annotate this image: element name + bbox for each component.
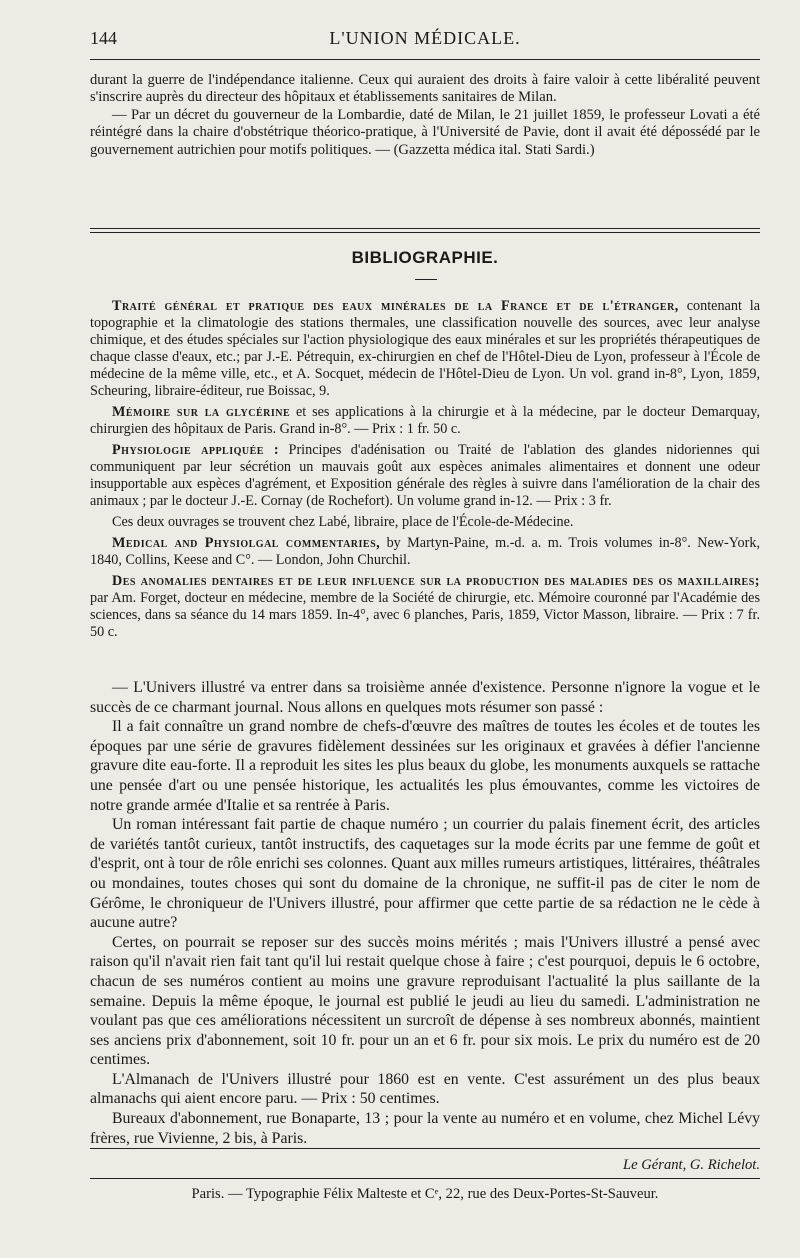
- bib-entry: [90, 298, 760, 400]
- signature-text: Le Gérant, G. Richelot.: [623, 1157, 760, 1173]
- heading-dash: [415, 279, 437, 280]
- bibliography-heading: BIBLIOGRAPHIE.: [351, 248, 499, 267]
- bib-text: contenant la topographie et la climatologie des stations thermales, une classification nouvelle des sources, avec leur analyse chimique, et des études spéciales sur l'action physiologique des eaux minérales et sur les propriétés thérapeutiques de chaque classe d'eaux, etc.; par J.-E. Pétrequin, ex-chirurgien en chef de l'Hôtel-Dieu de Lyon, professeur à l'École de médecine de la même ville, etc., et A. Socquet, médecin de l'Hôtel-Dieu de Lyon. Un vol. grand in-8°, Lyon, 1859, Scheuring, libraire-éditeur, rue Boissac, 9.: [90, 298, 760, 399]
- news-paragraph: durant la guerre de l'indépendance italienne. Ceux qui auraient des droits à faire valoir à cette libéralité peuvent s'inscrire auprès du directeur des hôpitaux et établissements sanitaires de Milan.: [90, 72, 760, 106]
- bib-text: et ses applications à la chirurgie et à la médecine, par le docteur Demarquay, chirurgien des hôpitaux de Paris. Grand in-8°. — Prix : 1 fr. 50 c.: [90, 404, 761, 437]
- bib-text: Principes d'adénisation ou Traité de l'ablation des glandes nidoriennes qui communiquent par leur sécrétion un mauvais goût aux espèces animales alimentaires et donnent une odeur insupportable aux espèces d'agrément, et Exposition générale des règles à suivre dans l'amélioration de la chair des animaux ; par le docteur J.-E. Cornay (de Rochefort). Un volume grand in-12. — Prix : 3 fr.: [90, 442, 760, 509]
- news-paragraph: — Par un décret du gouverneur de la Lombardie, daté de Milan, le 21 juillet 1859, le professeur Lovati a été réintégré dans la chaire d'obstétrique théorico-pratique, à l'Université de Pavie, dont il avait été dépossédé par le gouvernement autrichien pour motifs politiques. — (Gazzetta médica ital. Stati Sardi.): [90, 106, 760, 158]
- univers-paragraph: Certes, on pourrait se reposer sur des succès moins mérités ; mais l'Univers illustré a pensé avec raison qu'il n'avait rien fait tant qu'il lui restait quelque chose à faire ; c'est pourquoi, depuis le 6 octobre, chacun de ses numéros contient au moins une gravure reproduisant l'actualité la plus saillante de la semaine. Depuis la même époque, le journal est publié le jeudi au lieu du samedi. L'administration ne voulant pas que ces améliorations nécessitent un surcroît de dépense à ses nombreux abonnés, maintient ses anciens prix d'abonnement, soit 10 fr. pour un an et 6 fr. pour six mois. Le prix du numéro est de 20 centimes.: [90, 933, 760, 1069]
- univers-paragraph: Bureaux d'abonnement, rue Bonaparte, 13 ; pour la vente au numéro et en volume, chez Michel Lévy frères, rue Vivienne, 2 bis, à Paris.: [90, 1110, 760, 1147]
- section-rule: [90, 232, 760, 233]
- section-rule: [90, 228, 760, 229]
- bib-entry: [90, 514, 760, 531]
- univers-paragraph: — L'Univers illustré va entrer dans sa troisième année d'existence. Personne n'ignore la vogue et le succès de ce charmant journal. Nous allons en quelques mots résumer son passé :: [90, 679, 760, 716]
- bib-title: Traité général et pratique des eaux minérales de la France et de l'étranger,: [112, 298, 679, 314]
- bib-entry: [90, 442, 760, 510]
- univers-section: [90, 678, 760, 1148]
- bib-title: Physiologie appliquée :: [112, 442, 280, 458]
- bib-entry: [90, 535, 760, 569]
- univers-paragraph: Un roman intéressant fait partie de chaque numéro ; un courrier du palais finement écrit, des articles de variétés tantôt curieux, tantôt instructifs, des caquetages sur la mode écrits par une femme de goût et d'esprit, ont à tour de rôle enrichi ses colonnes. Quant aux milles rumeurs artistiques, littéraires, théâtrales ou mondaines, toutes choses qui sont du domaine de la chronique, ne suffit-il pas de citer le nom de Gérôme, le chroniqueur de l'Univers illustré, pour affirmer que cette partie de sa rédaction ne le cède à aucune autre?: [90, 816, 760, 932]
- printer-line: Paris. — Typographie Félix Malteste et Cᵉ, 22, rue des Deux-Portes-St-Sauveur.: [191, 1186, 659, 1202]
- running-header: [90, 28, 760, 54]
- bib-title: Mémoire sur la glycérine: [112, 404, 291, 420]
- bib-entry: [90, 573, 760, 641]
- univers-paragraph: L'Almanach de l'Univers illustré pour 1860 est en vente. C'est assurément un des plus beaux almanachs qui aient encore paru. — Prix : 50 centimes.: [90, 1070, 760, 1108]
- univers-paragraph: Il a fait connaître un grand nombre de chefs-d'œuvre des maîtres de toutes les écoles et de toutes les époques par une série de gravures fidèlement dessinées sur les originaux et gravées à défier l'ancienne gravure dite eau-forte. Il a reproduit les sites les plus beaux du globe, les monuments auxquels se rattache une pensée d'art ou une pensée historique, les actualités les plus émouvantes, comme les victoires de notre grande armée d'Italie et sa rentrée à Paris.: [90, 718, 760, 814]
- journal-title: L'UNION MÉDICALE.: [329, 28, 521, 48]
- page-number: 144: [90, 28, 117, 48]
- manager-signature: [90, 1157, 760, 1174]
- bib-text: by Martyn-Paine, m.-d. a. m. Trois volumes in-8°. New-York, 1840, Collins, Keese and C°. — London, John Churchil.: [90, 535, 760, 568]
- bib-entry: [90, 404, 760, 438]
- news-section: [90, 72, 760, 159]
- bib-text: Ces deux ouvrages se trouvent chez Labé, libraire, place de l'École-de-Médecine.: [112, 514, 574, 530]
- footer-rule: [90, 1148, 760, 1149]
- header-rule: [90, 59, 760, 60]
- bib-text: par Am. Forget, docteur en médecine, membre de la Société de chirurgie, etc. Mémoire couronné par l'Académie des sciences, dans sa séance du 14 mars 1859. In-4°, avec 6 planches, Paris, 1859, Victor Masson, libraire. — Prix : 7 fr. 50 c.: [90, 590, 760, 640]
- footer-rule: [90, 1178, 760, 1179]
- bibliography-section: [90, 298, 760, 641]
- bib-title: Medical and Physiolgal commentaries,: [112, 535, 381, 551]
- bib-title: Des anomalies dentaires et de leur influence sur la production des maladies des os maxillaires;: [112, 573, 760, 589]
